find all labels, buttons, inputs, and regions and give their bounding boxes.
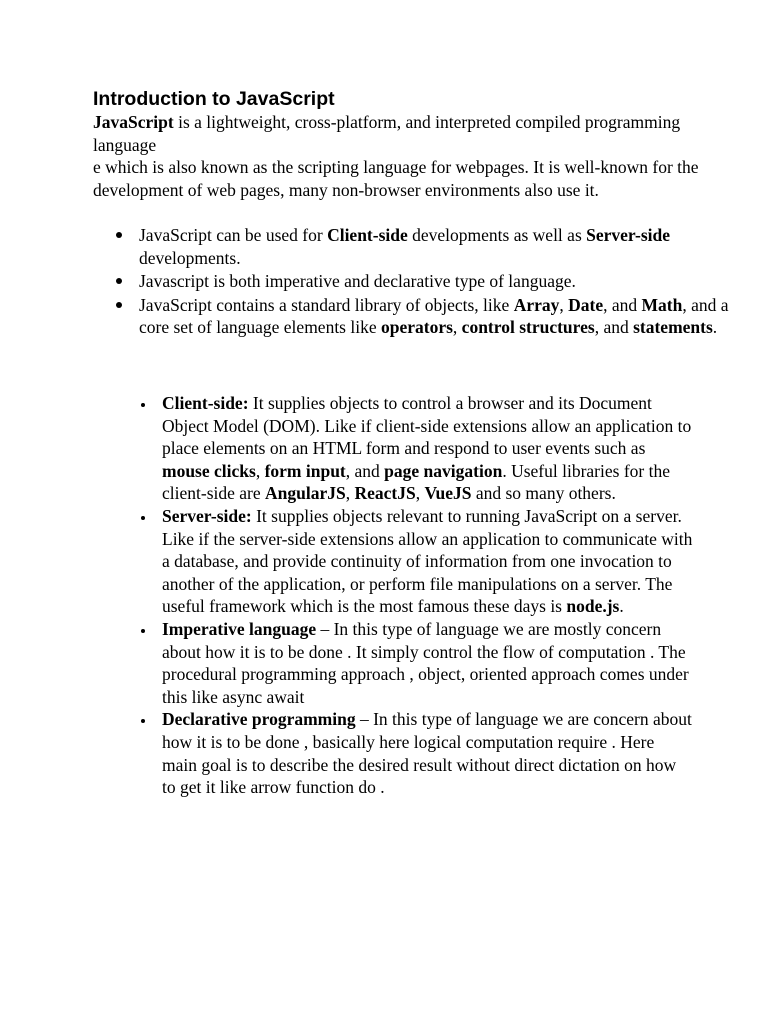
text-run: , (255, 460, 265, 481)
bold-term: Declarative programming (162, 709, 356, 730)
intro-paragraph (93, 111, 733, 201)
bold-term: statements (633, 317, 713, 338)
bold-term: mouse clicks (162, 460, 256, 481)
text-run: – In this type of language we are mostly concern about how it is to be done . It simply control the flow of computation . The procedural programming approach , object, oriented approach comes under this like async await (162, 618, 689, 707)
bold-term: Math (641, 294, 683, 315)
bold-term: control structures (461, 317, 595, 338)
text-run: , (415, 483, 425, 504)
bullet-dot-icon (141, 403, 145, 407)
bold-term: Server-side: (162, 505, 252, 526)
bullet-dot-icon (116, 302, 122, 308)
text-run: . (712, 317, 718, 338)
bold-term: Client-side (327, 225, 408, 245)
text-run: JavaScript contains a standard library of objects, like (139, 294, 514, 315)
bullet-dot-icon (141, 719, 145, 723)
bold-term: operators (380, 317, 453, 338)
bullet-item (93, 224, 733, 269)
intro-line-2: e which is also known as the scripting language for webpages. It is well-known for the development of web pages, many non-browser environments also use it. (93, 157, 699, 200)
text-run: developments as well as (407, 225, 587, 245)
bullet-list (93, 224, 733, 340)
bold-term: Client-side: (162, 393, 249, 413)
detail-item-client-side (93, 392, 693, 505)
bold-term: ReactJS (354, 483, 416, 504)
bold-term: VueJS (424, 483, 472, 504)
document-title: Introduction to JavaScript (93, 88, 335, 110)
text-run: , and (594, 317, 634, 338)
detail-item-server-side (93, 505, 693, 618)
detail-item-declarative (93, 708, 693, 798)
text-run: It supplies objects to control a browser and its Document Object Model (DOM). Like if client-side extensions allow an application to place elements on an HTML form and respond to user events such as (162, 393, 692, 459)
text-run: JavaScript can be used for (139, 225, 328, 245)
text-run: Javascript is both imperative and declarative type of language. (139, 271, 576, 292)
bullet-item (93, 294, 733, 339)
text-run: , and (345, 460, 385, 481)
bold-term: node.js (566, 596, 620, 617)
text-run: , (345, 483, 355, 504)
bullet-item (93, 270, 733, 293)
detail-item-imperative (93, 618, 693, 708)
intro-term: JavaScript (93, 112, 174, 132)
detail-list (93, 392, 693, 799)
bullet-dot-icon (141, 629, 145, 633)
text-run: , and (603, 294, 642, 315)
intro-line-1-text: is a lightweight, cross-platform, and interpreted compiled programming language (93, 112, 681, 155)
bullet-dot-icon (116, 278, 122, 284)
text-run: , and a core set of language elements like (139, 294, 729, 338)
text-run: . (619, 596, 624, 617)
text-run: , (452, 317, 462, 338)
bullet-dot-icon (141, 516, 145, 520)
text-run: , (559, 294, 569, 315)
text-run: . Useful libraries for the client-side are (162, 460, 670, 504)
text-run: and so many others. (471, 483, 616, 504)
bold-term: page navigation (384, 460, 503, 481)
text-run: It supplies objects relevant to running JavaScript on a server. Like if the server-side extensions allow an application to communicate with a database, and provide continuity of information from one invocation to another of the application, or perform file manipulations on a server. The useful framework which is the most famous these days is (162, 505, 693, 617)
bold-term: Server-side (586, 225, 671, 245)
bullet-dot-icon (116, 232, 122, 238)
intro-line-1 (93, 111, 733, 156)
bold-term: form input (264, 460, 346, 481)
bold-term: Imperative language (162, 618, 317, 639)
text-run: developments. (139, 247, 241, 268)
text-run: – In this type of language we are concern about how it is to be done , basically here logical computation require . Here main goal is to describe the desired result without direct dictation on how to get it like arrow function do . (162, 709, 692, 798)
bold-term: Date (568, 294, 604, 315)
bold-term: AngularJS (265, 483, 346, 504)
bold-term: Array (513, 294, 560, 315)
